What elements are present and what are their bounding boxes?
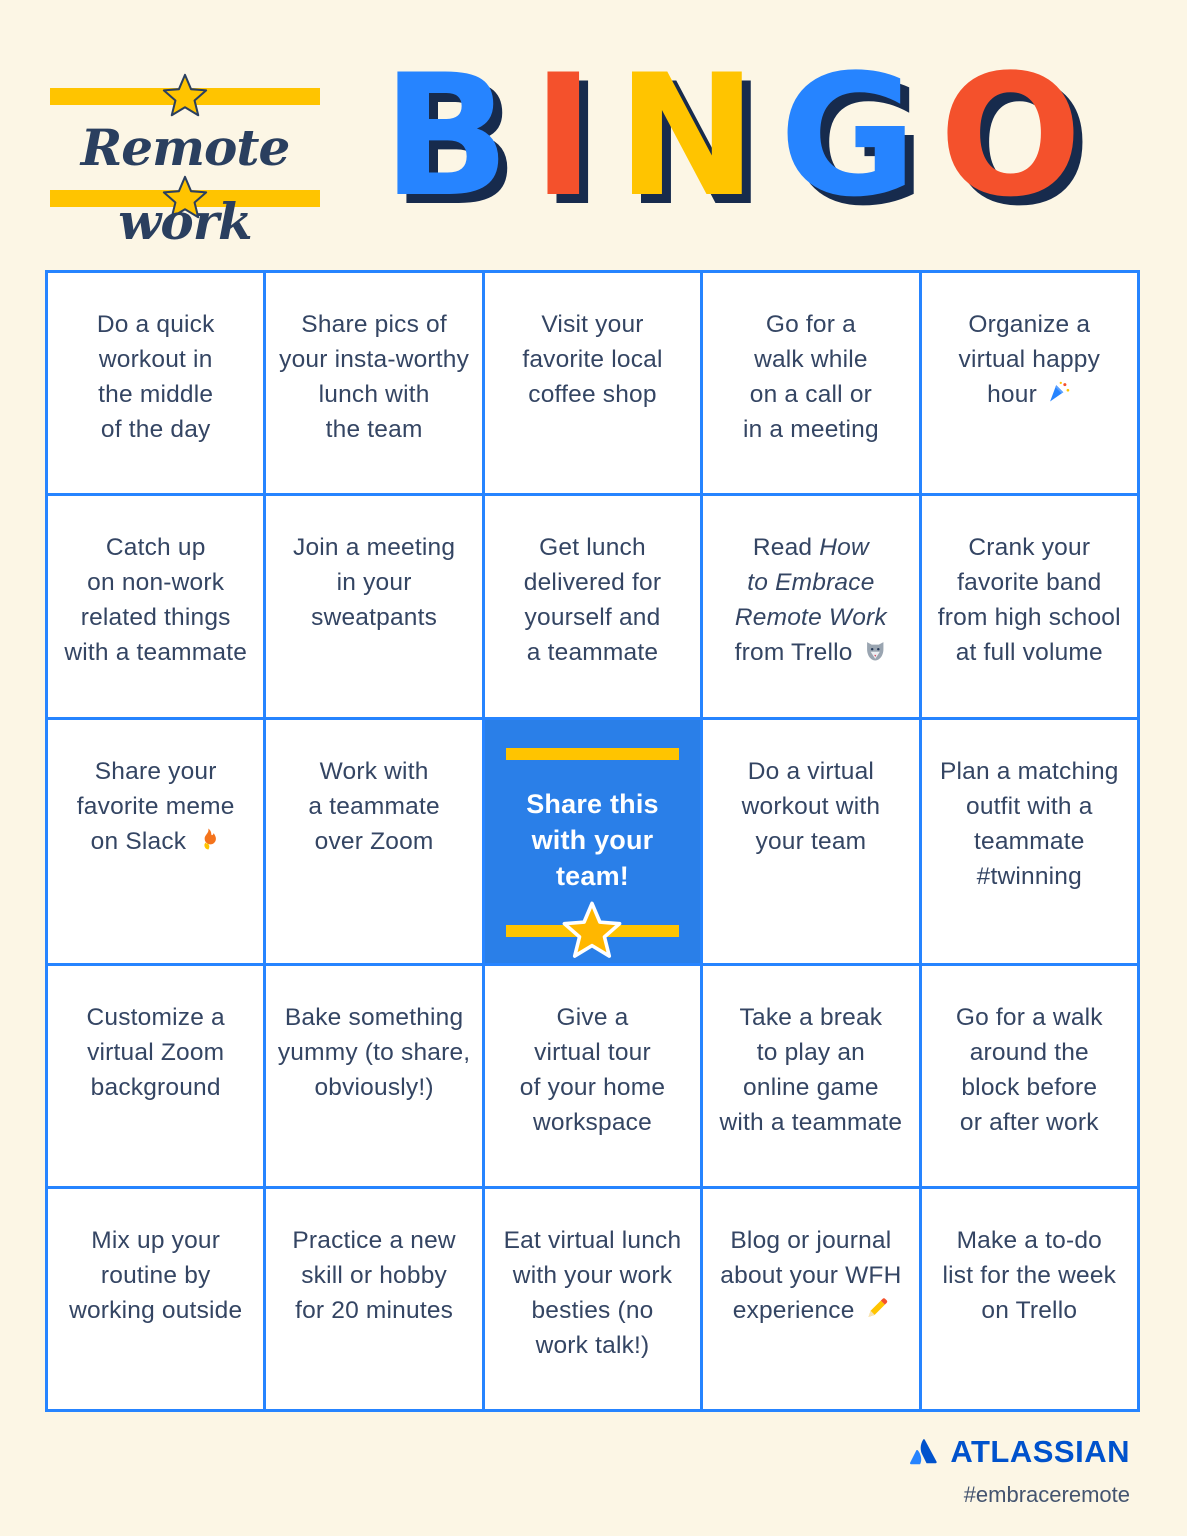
bingo-cell: Plan a matching outfit with a teammate #twinning [922,720,1137,963]
bingo-title [382,38,1082,234]
bingo-cell: Read How to Embrace Remote Work from Trello [703,496,918,716]
free-space-label: Share this with your team! [526,788,659,891]
bingo-letter-O: O [939,38,1082,234]
bingo-cell: Bake something yummy (to share, obviously!) [266,966,481,1186]
remote-work-badge [50,75,320,251]
bingo-cell: Give a virtual tour of your home workspace [485,966,700,1186]
hashtag-label: #embraceremote [963,1482,1130,1507]
atlassian-logo-icon [908,1436,940,1468]
bingo-letter-I: I [532,38,595,234]
bingo-letter-G: G [779,38,918,234]
bingo-cell: Go for a walk while on a call or in a meeting [703,273,918,493]
badge-label: Remote work [80,118,290,251]
bingo-letter-N: N [616,38,758,234]
bingo-cell: Make a to-do list for the week on Trello [922,1189,1137,1409]
bingo-cell: Take a break to play an online game with a teammate [703,966,918,1186]
bingo-cell: Eat virtual lunch with your work besties (no work talk!) [485,1189,700,1409]
bingo-cell: Share your favorite meme on Slack [48,720,263,963]
bingo-grid [45,270,1140,1412]
center-star-bar [506,903,679,963]
free-space-cell [485,720,700,963]
bingo-cell: Crank your favorite band from high school at full volume [922,496,1137,716]
center-top-bar [506,748,679,760]
bingo-cell: Organize a virtual happy hour [922,273,1137,493]
bingo-cell: Customize a virtual Zoom background [48,966,263,1186]
bingo-cell: Join a meeting in your sweatpants [266,496,481,716]
bingo-cell: Catch up on non-work related things with a teammate [48,496,263,716]
atlassian-brand [908,1434,1130,1470]
bingo-cell: Do a virtual workout with your team [703,720,918,963]
footer [908,1434,1130,1508]
brand-name: ATLASSIAN [950,1434,1130,1469]
bingo-cell: Visit your favorite local coffee shop [485,273,700,493]
bingo-cell: Get lunch delivered for yourself and a teammate [485,496,700,716]
star-icon [562,901,622,959]
wolf-emoji [863,639,888,664]
bingo-cell: Share pics of your insta-worthy lunch with the team [266,273,481,493]
bingo-cell: Practice a new skill or hobby for 20 minutes [266,1189,481,1409]
party-popper-emoji [1047,380,1072,405]
bingo-cell: Do a quick workout in the middle of the day [48,273,263,493]
bingo-letter-B: B [382,38,511,234]
bingo-cell: Go for a walk around the block before or after work [922,966,1137,1186]
bingo-cell: Work with a teammate over Zoom [266,720,481,963]
bingo-cell: Blog or journal about your WFH experience [703,1189,918,1409]
pencil-emoji [865,1296,890,1321]
bingo-cell: Mix up your routine by working outside [48,1189,263,1409]
fire-emoji [196,827,221,852]
